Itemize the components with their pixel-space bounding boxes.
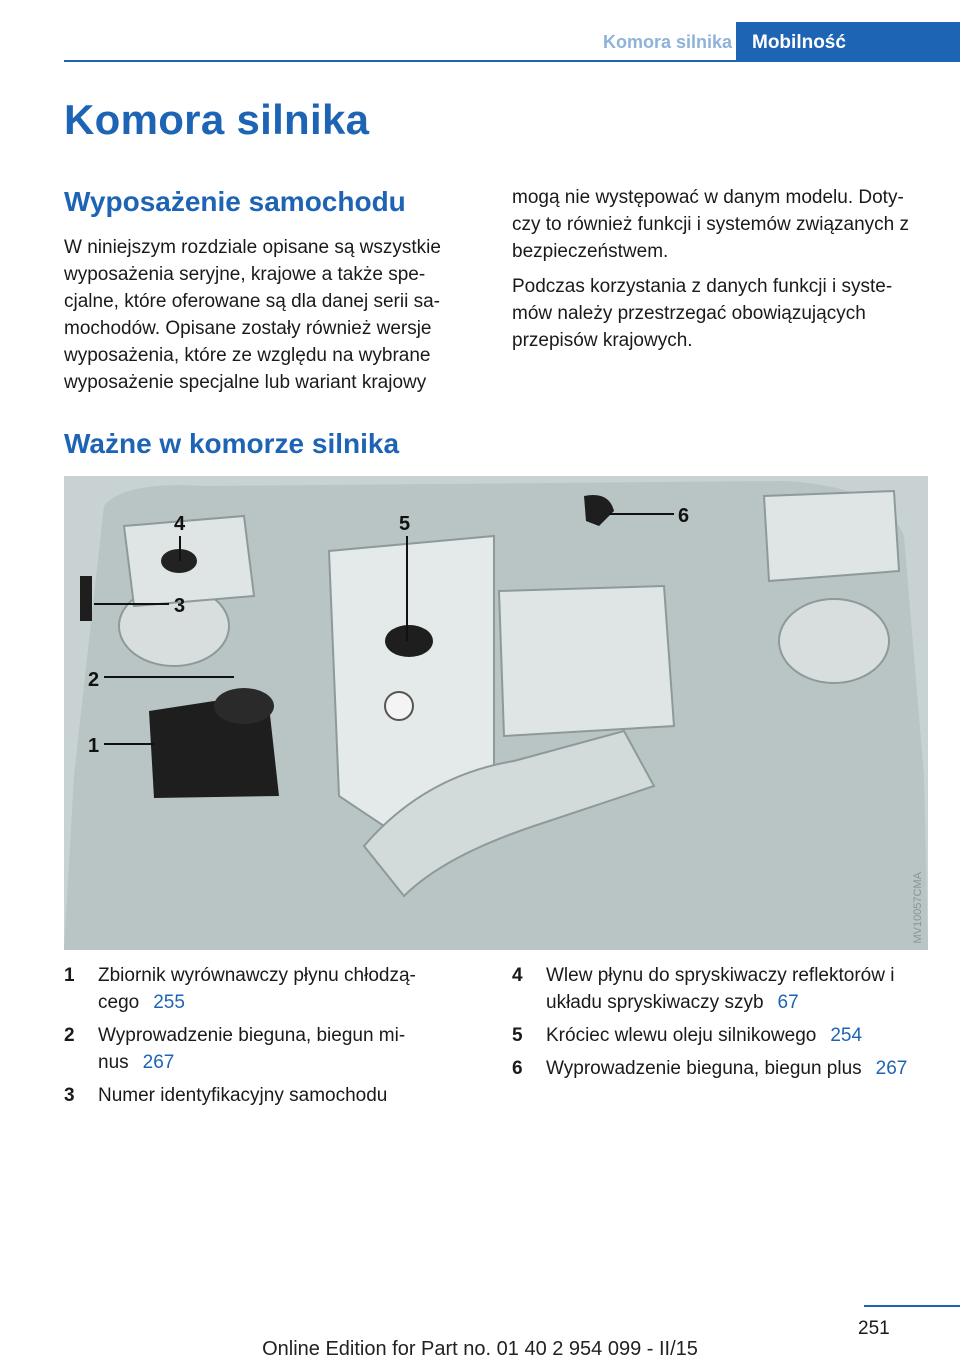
paragraph: mogą nie występować w danym modelu. Doty‐czy to również funkcji i systemów związanych z bezpieczeństwem. xyxy=(512,187,910,262)
legend-number: 2 xyxy=(64,1025,75,1046)
photo-marker-5: 5 xyxy=(399,513,411,535)
legend-number: 5 xyxy=(512,1025,523,1046)
legend-number: 1 xyxy=(64,965,75,986)
paragraph: Podczas korzystania z danych funkcji i syste‐mów należy przestrzegać obowiązujących przepisów krajowych. xyxy=(512,276,893,351)
engine-bay-photo xyxy=(64,476,928,950)
tab-chapter[interactable]: Mobilność xyxy=(736,22,960,62)
page-reference-link[interactable]: 267 xyxy=(142,1052,175,1073)
legend-item xyxy=(64,962,464,1016)
heading-engine-important: Ważne w komorze silnika xyxy=(64,428,400,459)
footer-edition-text: Online Edition for Part no. 01 40 2 954 099 - II/15 xyxy=(262,1338,698,1360)
photo-marker-1: 1 xyxy=(88,735,100,757)
legend-item xyxy=(512,1055,932,1082)
legend-item xyxy=(64,1082,464,1109)
legend-number: 6 xyxy=(512,1058,523,1079)
legend-text: Wlew płynu do spryskiwaczy reflektorów i układu spryskiwaczy szyb xyxy=(546,965,895,1013)
legend-text: Wyprowadzenie bieguna, biegun plus xyxy=(546,1058,862,1079)
tab-section[interactable]: Komora silnika xyxy=(602,32,732,52)
image-id-watermark: MV10057CMA xyxy=(912,872,924,944)
page-title: Komora silnika xyxy=(64,96,370,143)
legend-text: Numer identyfikacyjny samochodu xyxy=(98,1085,388,1106)
legend-left xyxy=(64,962,464,1115)
legend-item xyxy=(512,1022,932,1049)
page-reference-link[interactable]: 255 xyxy=(153,992,185,1013)
paragraph: W niniejszym rozdziale opisane są wszystkie wyposażenia seryjne, krajowe a także spe‐cjalne, które oferowane są dla danej serii sa‐mochodów. Opisane zostały również wersje wyposażenia, które ze względu na wybrane wyposażenie specjalne lub wariant krajowy xyxy=(64,237,441,393)
photo-marker-2: 2 xyxy=(88,669,100,691)
legend-right xyxy=(512,962,932,1088)
legend-number: 4 xyxy=(512,965,523,986)
engine-bay-illustration xyxy=(64,476,928,950)
photo-marker-6: 6 xyxy=(678,505,690,527)
legend-text: Wyprowadzenie bieguna, biegun mi‐nus xyxy=(98,1025,406,1073)
page-number: 251 xyxy=(858,1318,890,1339)
legend-number: 3 xyxy=(64,1085,75,1106)
legend-text: Króciec wlewu oleju silnikowego xyxy=(546,1025,817,1046)
legend-item xyxy=(512,962,932,1016)
legend-text: Zbiornik wyrównawczy płynu chłodzą‐cego xyxy=(98,965,416,1013)
photo-marker-4: 4 xyxy=(174,513,186,535)
equipment-text-left xyxy=(64,234,464,404)
page-reference-link[interactable]: 67 xyxy=(777,992,799,1013)
page-reference-link[interactable]: 254 xyxy=(830,1025,863,1046)
equipment-text-right xyxy=(512,184,932,362)
page-reference-link[interactable]: 267 xyxy=(875,1058,908,1079)
photo-marker-3: 3 xyxy=(174,595,186,617)
legend-item xyxy=(64,1022,464,1076)
heading-equipment: Wyposażenie samochodu xyxy=(64,186,406,217)
footer-rule xyxy=(864,1305,960,1307)
